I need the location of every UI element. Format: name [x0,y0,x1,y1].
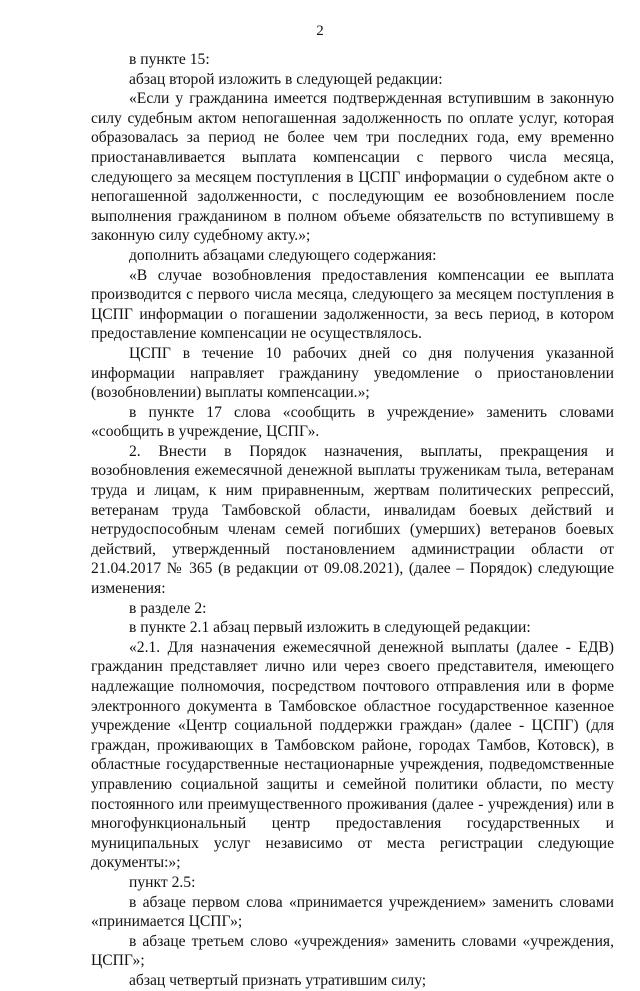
paragraph: в пункте 2.1 абзац первый изложить в следующей редакции: [129,619,531,637]
paragraph: в разделе 2: [129,599,207,617]
paragraph: 2. Внести в Порядок назначения, выплаты, прекращения и возобновления ежемесячной денежной выплаты труженикам тыла, ветеранам труда и лицам, к ним приравненным, жертвам политических репрессий, ветеранам труда Тамбовской области, инвалидам боевых действий и нетрудоспособным членам семей погибших (умерших) ветеранов боевых действий, утвержденный постановлением администрации области от 21.04.2017 № 365 (в редакции от 09.08.2021), (далее – Порядок) следующие изменения: [91,442,614,598]
document-body [91,50,614,991]
paragraph: в абзаце третьем слово «учреждения» заменить словами «учреждения, ЦСПГ»; [91,932,614,970]
paragraph: в абзаце первом слова «принимается учреждением» заменить словами «принимается ЦСПГ»; [91,893,614,931]
paragraph: в пункте 15: [129,51,210,68]
paragraph: пункт 2.5: [129,873,196,891]
paragraph: абзац четвертый признать утратившим силу; [129,971,427,989]
paragraph: «2.1. Для назначения ежемесячной денежной выплаты (далее - ЕДВ) гражданин представляет лично или через своего представителя, имеющего надлежащие полномочия, посредством почтового отправления или в форме электронного документа в Тамбовское областное государственное казенное учреждение «Центр социальной поддержки граждан» (далее - ЦСПГ) (для граждан, проживающих в Тамбовском районе, городах Тамбов, Котовск), в областные государственные нестационарные учреждения, подведомственные управлению социальной защиты и семейной политики области, по месту постоянного или преимущественного проживания (далее - учреждения) или в многофункциональный центр предоставления государственных и муниципальных услуг независимо от места регистрации следующие документы:»; [91,638,614,872]
paragraph: «В случае возобновления предоставления компенсации ее выплата производится с первого числа месяца, следующего за месяцем поступления в ЦСПГ информации о погашении задолженности, за весь период, в котором предоставление компенсации не осуществлялось. [91,266,614,343]
page-number: 2 [316,23,324,39]
paragraph: абзац второй изложить в следующей редакции: [129,70,443,88]
paragraph: «Если у гражданина имеется подтвержденная вступившим в законную силу судебным актом непогашенная задолженность по оплате услуг, которая образовалась за период не более чем три последних года, ему временно приостанавливается выплата компенсации с первого числа месяца, следующего за месяцем поступления в ЦСПГ информации о судебном акте о непогашенной задолженности, с последующим ее возобновлением после выполнения гражданином в полном объеме обязательств по вступившему в законную силу судебному акту.»; [91,90,614,245]
paragraph: дополнить абзацами следующего содержания: [129,246,437,264]
paragraph: в пункте 17 слова «сообщить в учреждение» заменить словами «сообщить в учреждение, ЦСПГ». [91,403,614,441]
paragraph: ЦСПГ в течение 10 рабочих дней со дня получения указанной информации направляет гражданину уведомление о приостановлении (возобновлении) выплаты компенсации.»; [91,344,614,402]
